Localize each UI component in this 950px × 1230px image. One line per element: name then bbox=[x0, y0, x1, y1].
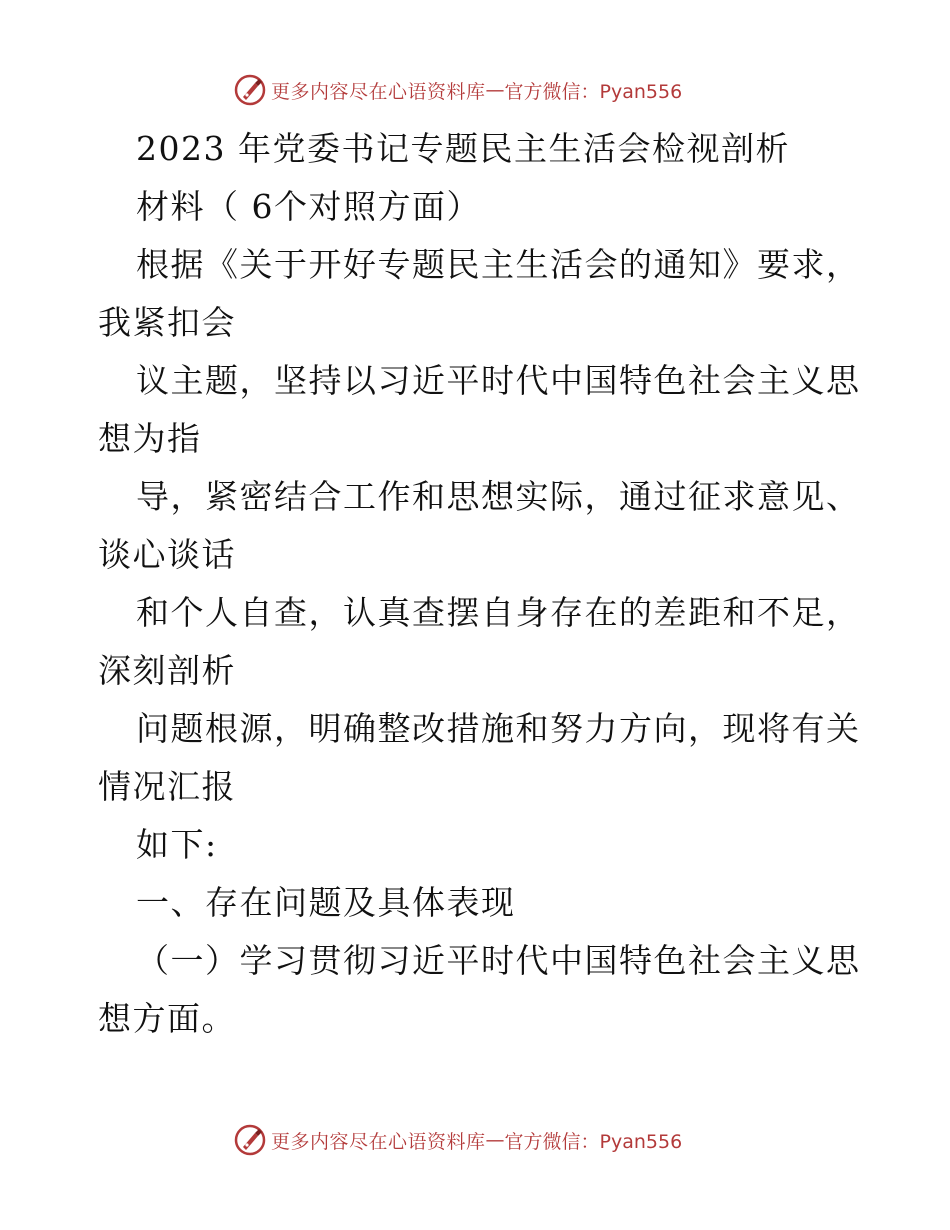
document-body bbox=[98, 120, 861, 1048]
doc-line: 我紧扣会 bbox=[98, 303, 236, 342]
doc-line: 想为指 bbox=[98, 419, 202, 458]
doc-line: 如下: bbox=[136, 825, 218, 864]
doc-line: 导，紧密结合工作和思想实际，通过征求意见、 bbox=[136, 477, 861, 516]
doc-line: 情况汇报 bbox=[98, 767, 236, 806]
doc-line: 深刻剖析 bbox=[98, 651, 236, 690]
doc-title-line-2: 材料（ 6个对照方面） bbox=[136, 187, 481, 226]
watermark-text: 更多内容尽在心语资料库 bbox=[271, 1130, 486, 1153]
header-watermark bbox=[233, 72, 682, 108]
subsection-heading: （一）学习贯彻习近平时代中国特色社会主义思 bbox=[136, 941, 861, 980]
section-heading: 一、存在问题及具体表现 bbox=[136, 883, 516, 922]
pen-nib-logo-icon bbox=[233, 1123, 267, 1157]
doc-line: 议主题，坚持以习近平时代中国特色社会主义思 bbox=[136, 361, 861, 400]
doc-title-line-1: 2023 年党委书记专题民主生活会检视剖析 bbox=[136, 129, 790, 168]
pen-nib-logo-icon bbox=[233, 73, 267, 107]
watermark-text: 更多内容尽在心语资料库 bbox=[271, 80, 486, 103]
watermark-dash: — bbox=[485, 1129, 505, 1151]
watermark-contact: 官方微信：Pyan556 bbox=[504, 1130, 683, 1153]
doc-line: 问题根源，明确整改措施和努力方向，现将有关 bbox=[136, 709, 861, 748]
doc-line: 和个人自查，认真查摆自身存在的差距和不足， bbox=[136, 593, 861, 632]
doc-line: 想方面。 bbox=[98, 999, 236, 1038]
doc-line: 根据《关于开好专题民主生活会的通知》要求， bbox=[136, 245, 861, 284]
footer-watermark bbox=[233, 1122, 682, 1158]
watermark-dash: — bbox=[485, 79, 505, 101]
watermark-contact: 官方微信：Pyan556 bbox=[504, 80, 683, 103]
doc-line: 谈心谈话 bbox=[98, 535, 236, 574]
